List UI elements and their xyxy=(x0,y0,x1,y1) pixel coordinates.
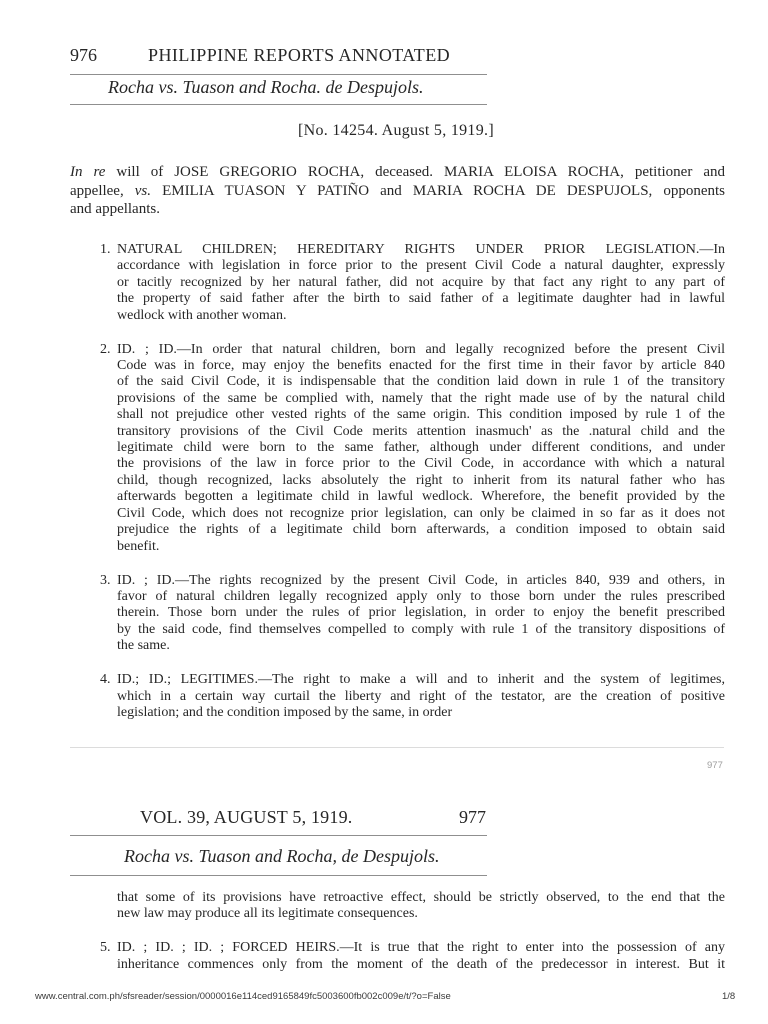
header-rule xyxy=(70,835,487,836)
syllabus-number: 5. xyxy=(100,940,111,956)
syllabus-line: ID. ; ID. ; ID. ; FORCED HEIRS.—It is true that the right to enter into the possession of any xyxy=(117,940,725,956)
syllabus-line: transitory provisions of the Civil Code merits attention inasmuch' as the .natural child and the xyxy=(117,423,725,439)
syllabus-item xyxy=(100,890,725,923)
syllabus-line: shall not prejudice other vested rights of the same origin. This condition imposed by rule 1 of the xyxy=(117,407,725,423)
next-page-number: 977 xyxy=(707,760,723,771)
case-title: Rocha vs. Tuason and Rocha, de Despujols. xyxy=(124,846,440,866)
syllabus-line: wedlock with another woman. xyxy=(117,307,287,323)
syllabus-line: provisions of the same be complied with, namely that the right made use of by the natural child xyxy=(117,390,725,406)
caption-italic-text: vs. xyxy=(134,182,152,199)
syllabus-number: 3. xyxy=(100,572,111,588)
running-title: PHILIPPINE REPORTS ANNOTATED xyxy=(148,45,451,65)
syllabus-item xyxy=(100,672,725,721)
syllabus-line: legitimate child were born to the same father, although under different conditions, and under xyxy=(117,440,725,456)
syllabus-line: the property of said father after the birth to said father of a legitimate daughter had in lawful xyxy=(117,291,725,307)
syllabus-line: new law may produce all its legitimate consequences. xyxy=(117,906,418,922)
case-caption xyxy=(70,163,725,219)
syllabus-line: legislation; and the condition imposed by the same, in order xyxy=(117,704,453,720)
header-rule xyxy=(70,74,487,75)
syllabus-item xyxy=(100,242,725,324)
caption-line xyxy=(70,182,725,201)
caption-text: will of JOSE GREGORIO ROCHA, deceased. MARIA ELOISA ROCHA, petitioner and xyxy=(105,164,725,180)
print-footer-url: www.central.com.ph/sfsreader/session/0000016e114ced9165849fc5003600fb002c009e/t/?o=False xyxy=(35,991,451,1002)
syllabus-line: that some of its provisions have retroactive effect, should be strictly observed, to the end that the xyxy=(117,890,725,905)
header-rule xyxy=(70,875,487,876)
caption-line xyxy=(70,200,725,219)
syllabus-line: or tacitly recognized by her natural father, did not acquire by that fact any right to any part of xyxy=(117,274,725,290)
syllabus-list xyxy=(100,890,725,973)
caption-text: appellee, xyxy=(70,182,135,199)
syllabus-line: prejudice the rights of a legitimate child born afterwards, a condition imposed to obtain said xyxy=(117,522,725,538)
syllabus-line: ID. ; ID.—The rights recognized by the present Civil Code, in articles 840, 939 and others, in xyxy=(117,572,725,588)
case-title: Rocha vs. Tuason and Rocha. de Despujols. xyxy=(108,77,424,97)
docket-line: [No. 14254. August 5, 1919.] xyxy=(298,122,494,139)
page-separator xyxy=(70,747,724,748)
caption-italic-text: In re xyxy=(70,164,106,180)
syllabus-line: afterwards begotten a legitimate child in lawful wedlock. Wherefore, the benefit provided by the xyxy=(117,489,725,505)
caption-text: and appellants. xyxy=(70,201,160,217)
syllabus-number: 4. xyxy=(100,672,111,688)
syllabus-number: 1. xyxy=(100,242,111,257)
syllabus-item xyxy=(100,573,725,655)
caption-text: EMILIA TUASON Y PATIÑO and MARIA ROCHA DE DESPUJOLS, opponents xyxy=(151,182,725,199)
syllabus-line: Code was in force, may enjoy the benefits enacted for the first time in their favor by article 840 xyxy=(117,358,725,374)
syllabus-line: therein. Those born under the rules of prior legislation, in order to enjoy the benefit prescribed xyxy=(117,605,725,621)
syllabus-line: favor of natural children legally recognized apply only to those born under the rules prescribed xyxy=(117,588,725,604)
print-page-indicator: 1/8 xyxy=(722,991,736,1002)
syllabus-number: 2. xyxy=(100,341,111,357)
syllabus-line: inheritance commences only from the moment of the death of the predecessor in interest. But it xyxy=(117,956,725,972)
syllabus-line: which in a certain way curtail the liberty and right of the testator, are the creation of positive xyxy=(117,688,725,704)
page-number: 977 xyxy=(459,807,486,827)
syllabus-line: benefit. xyxy=(117,538,160,554)
syllabus-line: by the said code, find themselves compelled to comply with rule 1 of the transitory dispositions of xyxy=(117,621,725,637)
syllabus-list xyxy=(100,242,725,721)
syllabus-line: ID.; ID.; LEGITIMES.—The right to make a will and to inherit and the system of legitimes, xyxy=(117,672,725,688)
caption-line xyxy=(70,163,725,182)
page-number: 976 xyxy=(70,45,97,65)
header-rule xyxy=(70,104,487,105)
syllabus-line: of the said Civil Code, it is indispensable that the condition laid down in rule 1 of the transitory xyxy=(117,374,725,390)
syllabus-line: child, though recognized, lacks absolutely the right to inherit from its natural father who has xyxy=(117,472,725,488)
syllabus-line: NATURAL CHILDREN; HEREDITARY RIGHTS UNDER PRIOR LEGISLATION.—In xyxy=(117,242,725,257)
syllabus-line: the provisions of the law in force prior to the Civil Code, in accordance with which a natural xyxy=(117,456,725,472)
syllabus-line: ID. ; ID.—In order that natural children, born and legally recognized before the present Civil xyxy=(117,341,725,357)
volume-date-heading: VOL. 39, AUGUST 5, 1919. xyxy=(140,807,353,827)
syllabus-item xyxy=(100,342,725,555)
syllabus-line: Civil Code, which does not recognize prior legislation, can only be claimed in so far as it does not xyxy=(117,505,725,521)
syllabus-line: the same. xyxy=(117,638,170,654)
syllabus-item xyxy=(100,940,725,973)
syllabus-line: accordance with legislation in force prior to the present Civil Code a natural daughter, expressly xyxy=(117,258,725,274)
